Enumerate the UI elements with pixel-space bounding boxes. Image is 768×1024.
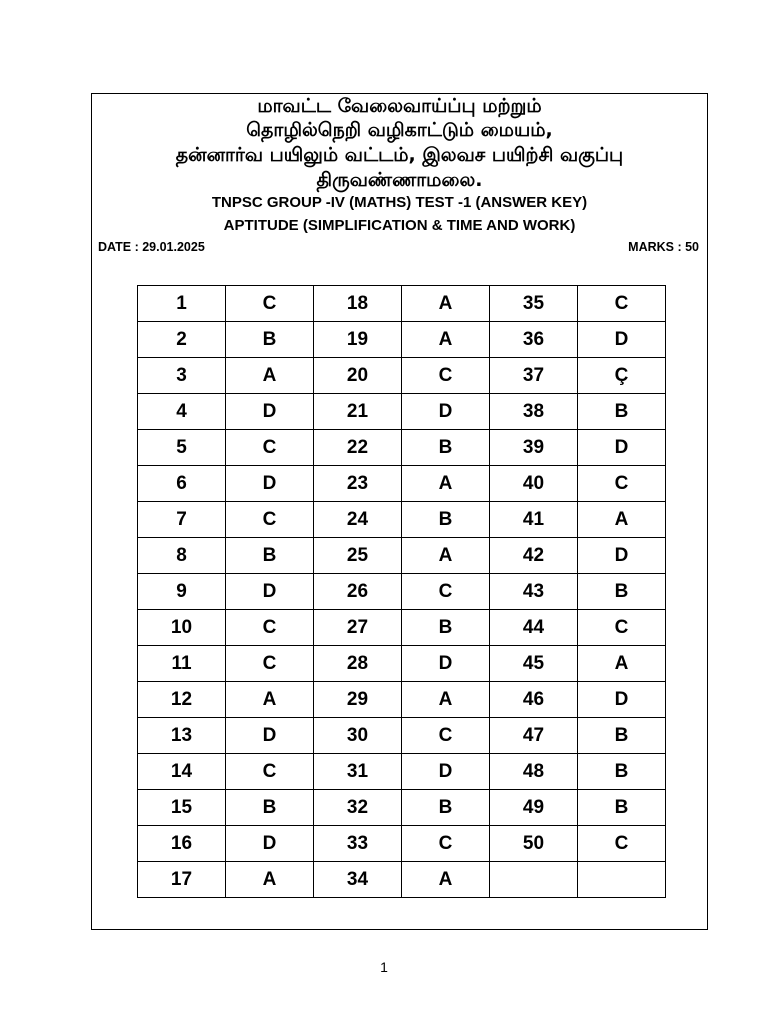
answer-cell: C <box>578 466 666 502</box>
question-number-cell: 29 <box>314 682 402 718</box>
answer-cell: C <box>578 826 666 862</box>
answer-cell: D <box>226 394 314 430</box>
answer-cell: A <box>402 682 490 718</box>
table-row <box>138 682 666 718</box>
answer-cell: A <box>402 862 490 898</box>
answer-cell: C <box>402 358 490 394</box>
answer-cell: A <box>578 502 666 538</box>
answer-cell: C <box>226 430 314 466</box>
answer-cell: A <box>402 322 490 358</box>
question-number-cell: 22 <box>314 430 402 466</box>
answer-cell: D <box>402 754 490 790</box>
page-number: 1 <box>380 959 388 975</box>
answer-cell: A <box>578 646 666 682</box>
answer-cell: C <box>402 574 490 610</box>
answer-cell: C <box>226 286 314 322</box>
question-number-cell: 2 <box>138 322 226 358</box>
question-number-cell: 19 <box>314 322 402 358</box>
question-number-cell: 38 <box>490 394 578 430</box>
table-row <box>138 718 666 754</box>
question-number-cell: 28 <box>314 646 402 682</box>
answer-cell: B <box>226 790 314 826</box>
answer-cell: A <box>402 466 490 502</box>
answer-cell: B <box>402 610 490 646</box>
table-row <box>138 574 666 610</box>
question-number-cell: 40 <box>490 466 578 502</box>
question-number-cell: 1 <box>138 286 226 322</box>
answer-cell: B <box>578 754 666 790</box>
total-marks: MARKS : 50 <box>628 240 699 254</box>
institution-name-line-3: தன்னார்வ பயிலும் வட்டம், இலவச பயிற்சி வகுப்பு <box>175 144 624 166</box>
answer-cell: B <box>578 790 666 826</box>
question-number-cell: 49 <box>490 790 578 826</box>
answer-cell: B <box>226 538 314 574</box>
question-number-cell: 6 <box>138 466 226 502</box>
question-number-cell: 41 <box>490 502 578 538</box>
answer-cell: B <box>578 574 666 610</box>
answer-cell: C <box>578 610 666 646</box>
answer-cell: D <box>226 574 314 610</box>
table-row <box>138 394 666 430</box>
answer-cell: C <box>226 646 314 682</box>
test-title: TNPSC GROUP -IV (MATHS) TEST -1 (ANSWER KEY) <box>211 194 588 211</box>
answer-cell: D <box>226 466 314 502</box>
answer-cell: C <box>226 502 314 538</box>
answer-cell: B <box>402 502 490 538</box>
answer-cell: B <box>578 718 666 754</box>
question-number-cell: 26 <box>314 574 402 610</box>
question-number-cell: 18 <box>314 286 402 322</box>
answer-cell: Ç <box>578 358 666 394</box>
question-number-cell: 4 <box>138 394 226 430</box>
question-number-cell: 7 <box>138 502 226 538</box>
table-row <box>138 754 666 790</box>
question-number-cell: 20 <box>314 358 402 394</box>
question-number-cell: 32 <box>314 790 402 826</box>
table-row <box>138 826 666 862</box>
question-number-cell: 9 <box>138 574 226 610</box>
table-row <box>138 610 666 646</box>
answer-key-body <box>138 286 666 898</box>
institution-name-line-1: மாவட்ட வேலைவாய்ப்பு மற்றும் <box>257 95 542 117</box>
table-row <box>138 790 666 826</box>
answer-cell: A <box>226 682 314 718</box>
answer-cell: D <box>578 322 666 358</box>
answer-cell: D <box>226 718 314 754</box>
table-row <box>138 466 666 502</box>
answer-key-table <box>137 285 666 898</box>
question-number-cell: 16 <box>138 826 226 862</box>
answer-cell: B <box>578 394 666 430</box>
answer-cell: B <box>402 790 490 826</box>
question-number-cell: 27 <box>314 610 402 646</box>
answer-cell: A <box>402 286 490 322</box>
answer-cell: D <box>226 826 314 862</box>
table-row <box>138 430 666 466</box>
question-number-cell: 5 <box>138 430 226 466</box>
question-number-cell: 24 <box>314 502 402 538</box>
table-row <box>138 502 666 538</box>
question-number-cell: 13 <box>138 718 226 754</box>
question-number-cell: 43 <box>490 574 578 610</box>
answer-cell: D <box>402 646 490 682</box>
subject-title: APTITUDE (SIMPLIFICATION & TIME AND WORK) <box>223 217 576 234</box>
question-number-cell: 12 <box>138 682 226 718</box>
table-row <box>138 862 666 898</box>
answer-cell: A <box>402 538 490 574</box>
answer-cell: C <box>226 610 314 646</box>
question-number-cell: 17 <box>138 862 226 898</box>
question-number-cell: 15 <box>138 790 226 826</box>
question-number-cell: 35 <box>490 286 578 322</box>
answer-cell: A <box>226 358 314 394</box>
question-number-cell: 48 <box>490 754 578 790</box>
question-number-cell: 46 <box>490 682 578 718</box>
question-number-cell: 45 <box>490 646 578 682</box>
answer-cell: B <box>402 430 490 466</box>
question-number-cell: 34 <box>314 862 402 898</box>
question-number-cell: 37 <box>490 358 578 394</box>
question-number-cell: 23 <box>314 466 402 502</box>
question-number-cell: 42 <box>490 538 578 574</box>
answer-cell: C <box>578 286 666 322</box>
question-number-cell: 31 <box>314 754 402 790</box>
table-row <box>138 286 666 322</box>
question-number-cell: 50 <box>490 826 578 862</box>
question-number-cell: 21 <box>314 394 402 430</box>
question-number-cell: 8 <box>138 538 226 574</box>
question-number-cell: 25 <box>314 538 402 574</box>
answer-cell: D <box>578 682 666 718</box>
question-number-cell: 47 <box>490 718 578 754</box>
question-number-cell: 10 <box>138 610 226 646</box>
question-number-cell <box>490 862 578 898</box>
document-frame <box>91 93 708 930</box>
question-number-cell: 39 <box>490 430 578 466</box>
table-row <box>138 322 666 358</box>
answer-cell: D <box>402 394 490 430</box>
question-number-cell: 44 <box>490 610 578 646</box>
answer-cell: C <box>402 826 490 862</box>
question-number-cell: 30 <box>314 718 402 754</box>
answer-cell <box>578 862 666 898</box>
answer-cell: D <box>578 430 666 466</box>
answer-cell: B <box>226 322 314 358</box>
question-number-cell: 33 <box>314 826 402 862</box>
table-row <box>138 358 666 394</box>
answer-cell: D <box>578 538 666 574</box>
test-date: DATE : 29.01.2025 <box>98 240 205 254</box>
question-number-cell: 14 <box>138 754 226 790</box>
institution-location: திருவண்ணாமலை. <box>316 169 483 191</box>
question-number-cell: 3 <box>138 358 226 394</box>
answer-cell: C <box>226 754 314 790</box>
answer-cell: C <box>402 718 490 754</box>
question-number-cell: 36 <box>490 322 578 358</box>
answer-cell: A <box>226 862 314 898</box>
table-row <box>138 646 666 682</box>
question-number-cell: 11 <box>138 646 226 682</box>
table-row <box>138 538 666 574</box>
institution-name-line-2: தொழில்நெறி வழிகாட்டும் மையம், <box>246 119 553 141</box>
